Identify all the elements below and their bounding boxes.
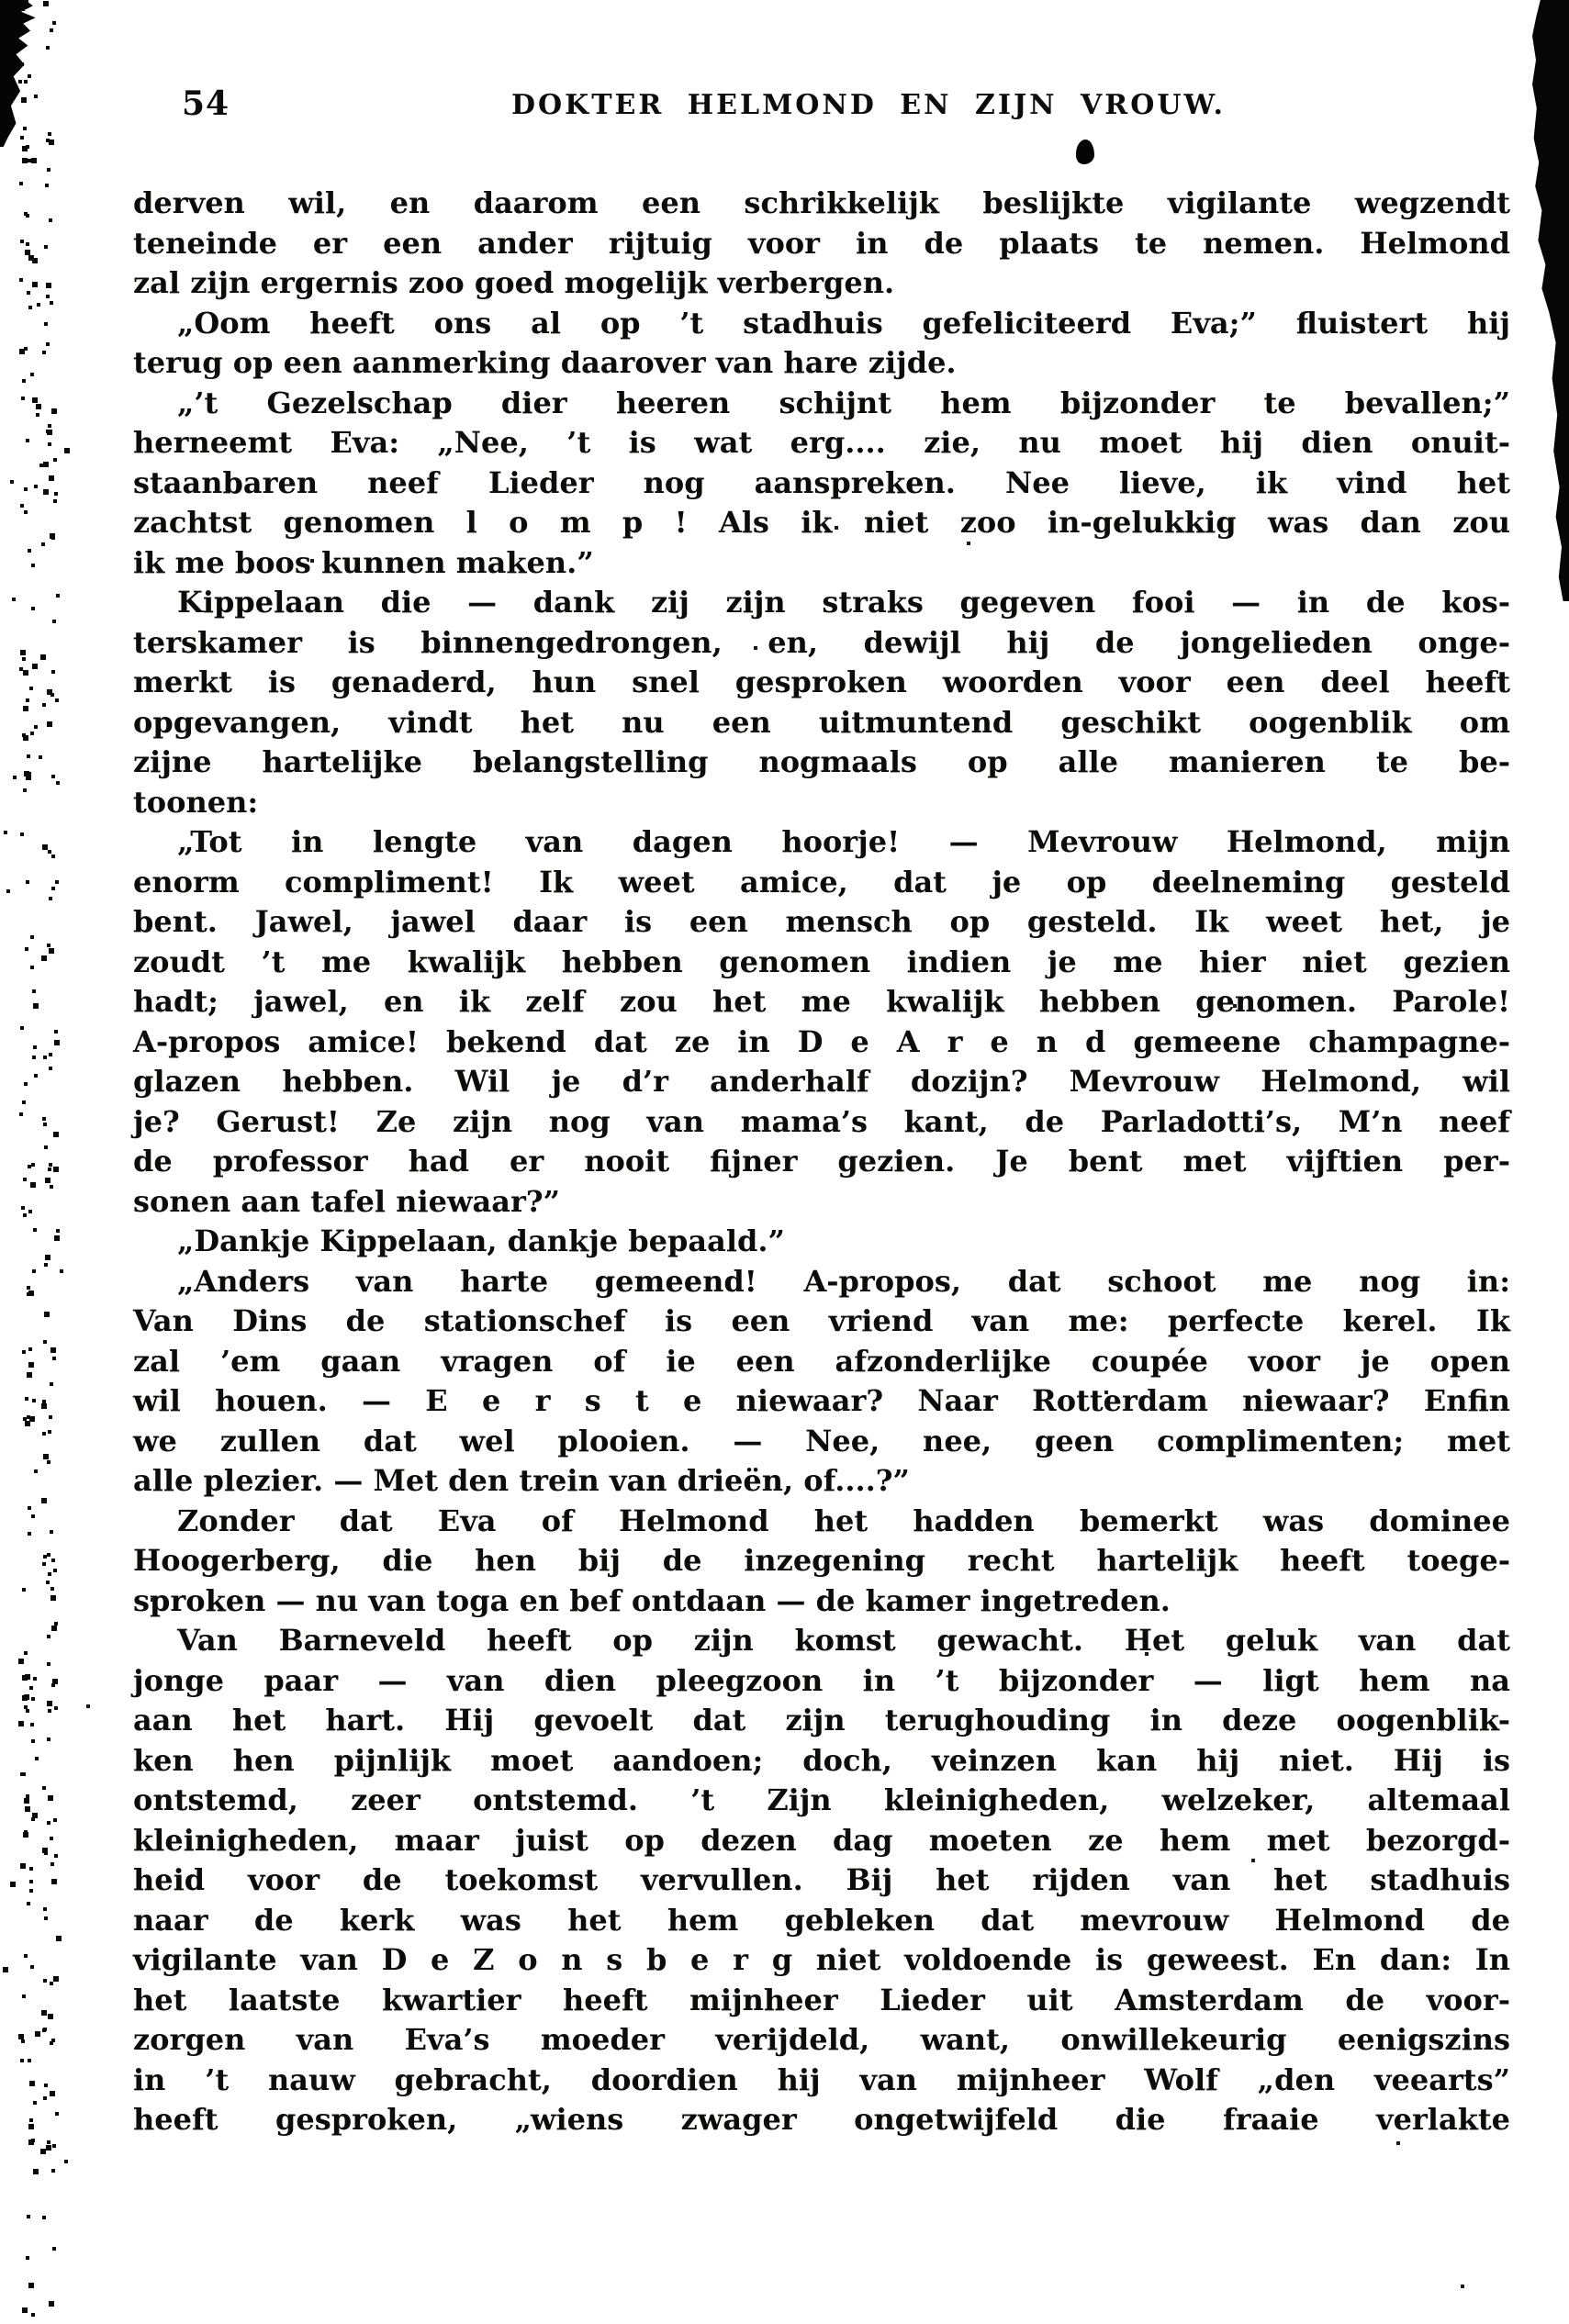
page-number: 54: [182, 84, 230, 123]
text-line: „’t Gezelschap dier heeren schijnt hem bijzonder te bevallen;”: [177, 385, 1510, 420]
text-line: ken hen pijnlijk moet aandoen; doch, veinzen kan hij niet. Hij is: [133, 1742, 1510, 1778]
text-line: we zullen dat wel plooien. — Nee, nee, geen complimenten; met: [133, 1423, 1510, 1458]
text-line: Van Barneveld heeft op zijn komst gewacht. Het geluk van dat: [177, 1623, 1510, 1658]
scan-artifact-noise: [0, 0, 2, 2]
text-line: glazen hebben. Wil je d’r anderhalf dozijn? Mevrouw Helmond, wil: [133, 1064, 1510, 1099]
text-line: merkt is genaderd, hun snel gesproken woorden voor een deel heeft: [133, 665, 1510, 699]
text-line: terskamer is binnengedrongen, en, dewijl hij de jongelieden onge-: [133, 624, 1510, 660]
text-line: „Anders van harte gemeend! A-propos, dat schoot me nog in:: [177, 1263, 1510, 1299]
text-line: zorgen van Eva’s moeder verijdeld, want, onwillekeurig eenigszins: [133, 2022, 1510, 2057]
text-line: teneinde er een ander rijtuig voor in de plaats te nemen. Helmond: [133, 225, 1510, 261]
text-line: in ’t nauw gebracht, doordien hij van mijnheer Wolf „den veearts”: [133, 2061, 1510, 2097]
text-line: herneemt Eva: „Nee, ’t is wat erg.... zie, nu moet hij dien onuit-: [133, 425, 1510, 460]
text-line: Kippelaan die — dank zij zijn straks gegeven fooi — in de kos-: [177, 585, 1510, 620]
text-line: bent. Jawel, jawel daar is een mensch op gesteld. Ik weet het, je: [133, 904, 1510, 939]
text-line: alle plezier. — Met den trein van drieën, of....?”: [133, 1463, 910, 1498]
text-line: hadt; jawel, en ik zelf zou het me kwalijk hebben genomen. Parole!: [133, 984, 1510, 1019]
text-line: ontstemd, zeer ontstemd. ’t Zijn kleinigheden, welzeker, altemaal: [133, 1782, 1510, 1817]
text-line: sproken — nu van toga en bef ontdaan — de kamer ingetreden.: [133, 1582, 1171, 1618]
text-line: sonen aan tafel niewaar?”: [133, 1183, 561, 1219]
text-line: ik me boos kunnen maken.”: [133, 544, 594, 580]
text-line: je? Gerust! Ze zijn nog van mama’s kant, de Parladotti’s, M’n neef: [133, 1103, 1510, 1139]
text-line: Zonder dat Eva of Helmond het hadden bemerkt was dominee: [177, 1503, 1510, 1538]
text-line: toonen:: [133, 784, 259, 820]
text-line: zal ’em gaan vragen of ie een afzonderlijke coupée voor je open: [133, 1343, 1510, 1379]
page-header: [0, 84, 1569, 127]
text-line: zoudt ’t me kwalijk hebben genomen indien je me hier niet gezien: [133, 944, 1510, 979]
text-line: heid voor de toekomst vervullen. Bij het rijden van het stadhuis: [133, 1862, 1510, 1897]
text-line: zal zijn ergernis zoo goed mogelijk verbergen.: [133, 265, 895, 300]
scan-artifact-gutter-shadow: [1532, 0, 1569, 601]
text-line: heeft gesproken, „wiens zwager ongetwijfeld die fraaie verlakte: [133, 2102, 1510, 2137]
text-line: enorm compliment! Ik weet amice, dat je op deelneming gesteld: [133, 864, 1510, 899]
text-line: zachtst genomen l o m p ! Als ik niet zoo in-gelukkig was dan zou: [133, 505, 1510, 540]
text-line: staanbaren neef Lieder nog aanspreken. Nee lieve, ik vind het: [133, 464, 1510, 500]
text-line: A-propos amice! bekend dat ze in D e A r e n d gemeene champagne-: [133, 1023, 1510, 1059]
text-line: terug op een aanmerking daarover van hare zijde.: [133, 345, 957, 380]
text-line: „Dankje Kippelaan, dankje bepaald.”: [177, 1223, 785, 1258]
text-line: wil houen. — E e r s t e niewaar? Naar Rotterdam niewaar? Enfin: [133, 1383, 1510, 1418]
text-line: „Oom heeft ons al op ’t stadhuis gefeliciteerd Eva;” fluistert hij: [177, 305, 1510, 341]
text-line: jonge paar — van dien pleegzoon in ’t bijzonder — ligt hem na: [133, 1662, 1510, 1698]
text-line: naar de kerk was het hem gebleken dat mevrouw Helmond de: [133, 1902, 1510, 1938]
text-line: derven wil, en daarom een schrikkelijk beslijkte vigilante wegzendt: [133, 185, 1510, 220]
text-line: het laatste kwartier heeft mijnheer Lieder uit Amsterdam de voor-: [133, 1982, 1510, 2017]
text-line: opgevangen, vindt het nu een uitmuntend geschikt oogenblik om: [133, 704, 1510, 740]
text-line: Van Dins de stationschef is een vriend van me: perfecte kerel. Ik: [133, 1303, 1510, 1338]
text-line: Hoogerberg, die hen bij de inzegening recht hartelijk heeft toege-: [133, 1543, 1510, 1578]
text-line: de professor had er nooit fijner gezien. Je bent met vijftien per-: [133, 1144, 1510, 1179]
text-line: vigilante van D e Z o n s b e r g niet voldoende is geweest. En dan: In: [133, 1942, 1510, 1977]
text-line: aan het hart. Hij gevoelt dat zijn terughouding in deze oogenblik-: [133, 1703, 1510, 1737]
text-line: kleinigheden, maar juist op dezen dag moeten ze hem met bezorgd-: [133, 1822, 1510, 1858]
text-line: zijne hartelijke belangstelling nogmaals op alle manieren te be-: [133, 744, 1510, 779]
text-line: „Tot in lengte van dagen hoorje! — Mevrouw Helmond, mijn: [177, 824, 1510, 859]
body-text: [133, 184, 1510, 2140]
running-title: DOKTER HELMOND EN ZIJN VROUW.: [510, 89, 1227, 121]
fleuron-dot-icon: [1076, 140, 1094, 164]
